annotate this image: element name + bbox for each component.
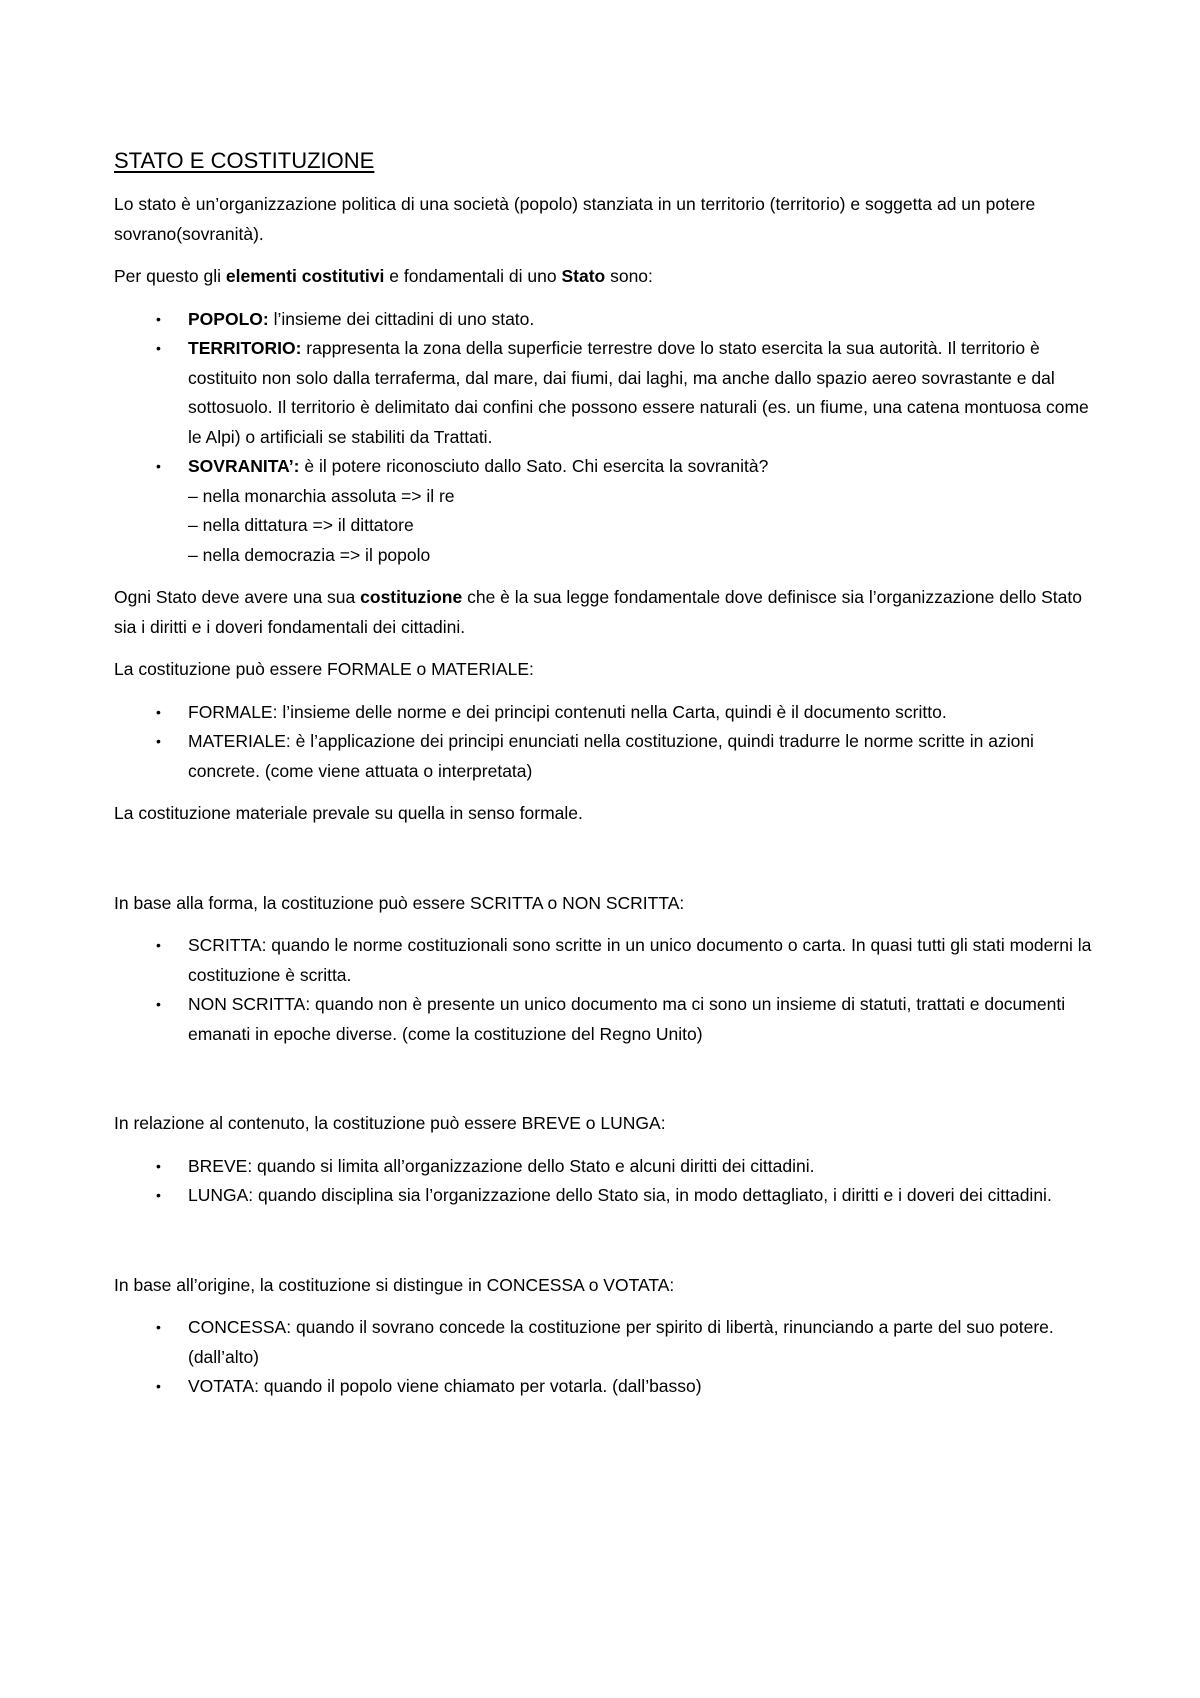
list-item-text: MATERIALE: è l’applicazione dei principi enunciati nella costituzione, quindi tradurre le norme scritte in azioni concrete. (come viene attuata o interpretata) (188, 731, 1034, 781)
text-run: sono: (605, 266, 653, 286)
list-item-scritta (114, 931, 1094, 990)
section-spacer (114, 1224, 1094, 1271)
list-item-formale (114, 698, 1094, 728)
document-page (114, 146, 1094, 1415)
list-item-lunga (114, 1181, 1094, 1211)
page-title: STATO E COSTITUZIONE (114, 148, 375, 173)
list-item-text: FORMALE: l’insieme delle norme e dei principi contenuti nella Carta, quindi è il documento scritto. (188, 701, 947, 722)
text-run: e fondamentali di uno (384, 266, 562, 286)
term-label: POPOLO: (188, 308, 269, 329)
concessa-list (114, 1313, 1094, 1402)
bullet-icon: • (156, 1378, 161, 1394)
bullet-icon: • (156, 310, 161, 327)
bullet-icon: • (156, 1319, 161, 1335)
list-item-non-scritta (114, 990, 1094, 1049)
list-item-votata (114, 1372, 1094, 1402)
formale-list (114, 698, 1094, 787)
term-label: TERRITORIO: (188, 338, 302, 358)
text-run: Per questo gli (114, 266, 226, 286)
text-run: che è la sua legge fondamentale dove definisce sia l’organizzazione dello Stato sia i diritti e i doveri fondamentali dei cittadini. (114, 587, 1082, 637)
concessa-heading: In base all’origine, la costituzione si distingue in CONCESSA o VOTATA: (114, 1274, 675, 1295)
term-text: rappresenta la zona della superficie terrestre dove lo stato esercita la sua autorità. Il territorio è costituito non solo dalla terraferma, dal mare, dai fiumi, dai laghi, ma anche dallo spazio aereo sovrastante e dal sottosuolo. Il territorio è delimitato dai confini che possono essere naturali (es. un fiume, una catena montuosa come le Alpi) o artificiali se stabiliti da Trattati. (188, 338, 1089, 447)
text-run: Ogni Stato deve avere una sua (114, 587, 361, 607)
formale-heading: La costituzione può essere FORMALE o MATERIALE: (114, 659, 534, 679)
list-item-text: NON SCRITTA: quando non è presente un unico documento ma ci sono un insieme di statuti, trattati e documenti emanati in epoche diverse. (come la costituzione del Regno Unito) (188, 994, 1066, 1044)
scritta-heading: In base alla forma, la costituzione può essere SCRITTA o NON SCRITTA: (114, 892, 685, 913)
formale-note: La costituzione materiale prevale su quella in senso formale. (114, 803, 583, 823)
term-label: SOVRANITA’: (188, 456, 300, 476)
bullet-icon: • (156, 458, 161, 474)
bullet-icon: • (156, 937, 161, 953)
list-item-text: LUNGA: quando disciplina sia l’organizzazione dello Stato sia, in modo dettagliato, i diritti e i doveri dei cittadini. (188, 1185, 1052, 1205)
list-item-text: SCRITTA: quando le norme costituzionali sono scritte in un unico documento o carta. In quasi tutti gli stati moderni la costituzione è scritta. (188, 935, 1092, 985)
list-item-text: BREVE: quando si limita all’organizzazione dello Stato e alcuni diritti dei cittadini. (188, 1155, 815, 1176)
bullet-icon: • (156, 1157, 161, 1174)
breve-heading: In relazione al contenuto, la costituzione può essere BREVE o LUNGA: (114, 1113, 666, 1133)
list-item-text: CONCESSA: quando il sovrano concede la costituzione per spirito di libertà, rinunciando a parte del suo potere. (dall’alto) (188, 1317, 1054, 1367)
intro-paragraph: Lo stato è un’organizzazione politica di una società (popolo) stanziata in un territorio (territorio) e soggetta ad un potere sovrano(sovranità). (114, 194, 1036, 244)
bold-run: elementi costitutivi (225, 266, 385, 286)
elements-intro-paragraph (114, 262, 1094, 292)
bullet-icon: • (156, 340, 161, 356)
list-item-popolo (114, 305, 1094, 335)
term-text: è il potere riconosciuto dallo Sato. Chi esercita la sovranità? (299, 456, 769, 476)
sub-line-monarchia: – nella monarchia assoluta => il re (188, 485, 455, 506)
term-text: l’insieme dei cittadini di uno stato. (268, 308, 535, 329)
bullet-icon: • (156, 733, 161, 749)
elements-list (114, 305, 1094, 571)
list-item-text: VOTATA: quando il popolo viene chiamato per votarla. (dall’basso) (188, 1376, 702, 1396)
list-item-breve (114, 1152, 1094, 1182)
bullet-icon: • (156, 996, 161, 1012)
bold-run: Stato (561, 266, 606, 286)
list-item-territorio (114, 334, 1094, 452)
costituzione-paragraph (114, 583, 1094, 642)
list-item-concessa (114, 1313, 1094, 1372)
list-item-materiale (114, 727, 1094, 786)
breve-list (114, 1152, 1094, 1211)
sub-line-democrazia: – nella democrazia => il popolo (188, 544, 431, 565)
bullet-icon: • (156, 703, 161, 720)
section-spacer (114, 1062, 1094, 1109)
scritta-list (114, 931, 1094, 1049)
section-spacer (114, 842, 1094, 889)
list-item-sovranita (114, 452, 1094, 570)
sub-line-dittatura: – nella dittatura => il dittatore (188, 515, 414, 535)
bold-run: costituzione (360, 587, 463, 607)
bullet-icon: • (156, 1187, 161, 1203)
